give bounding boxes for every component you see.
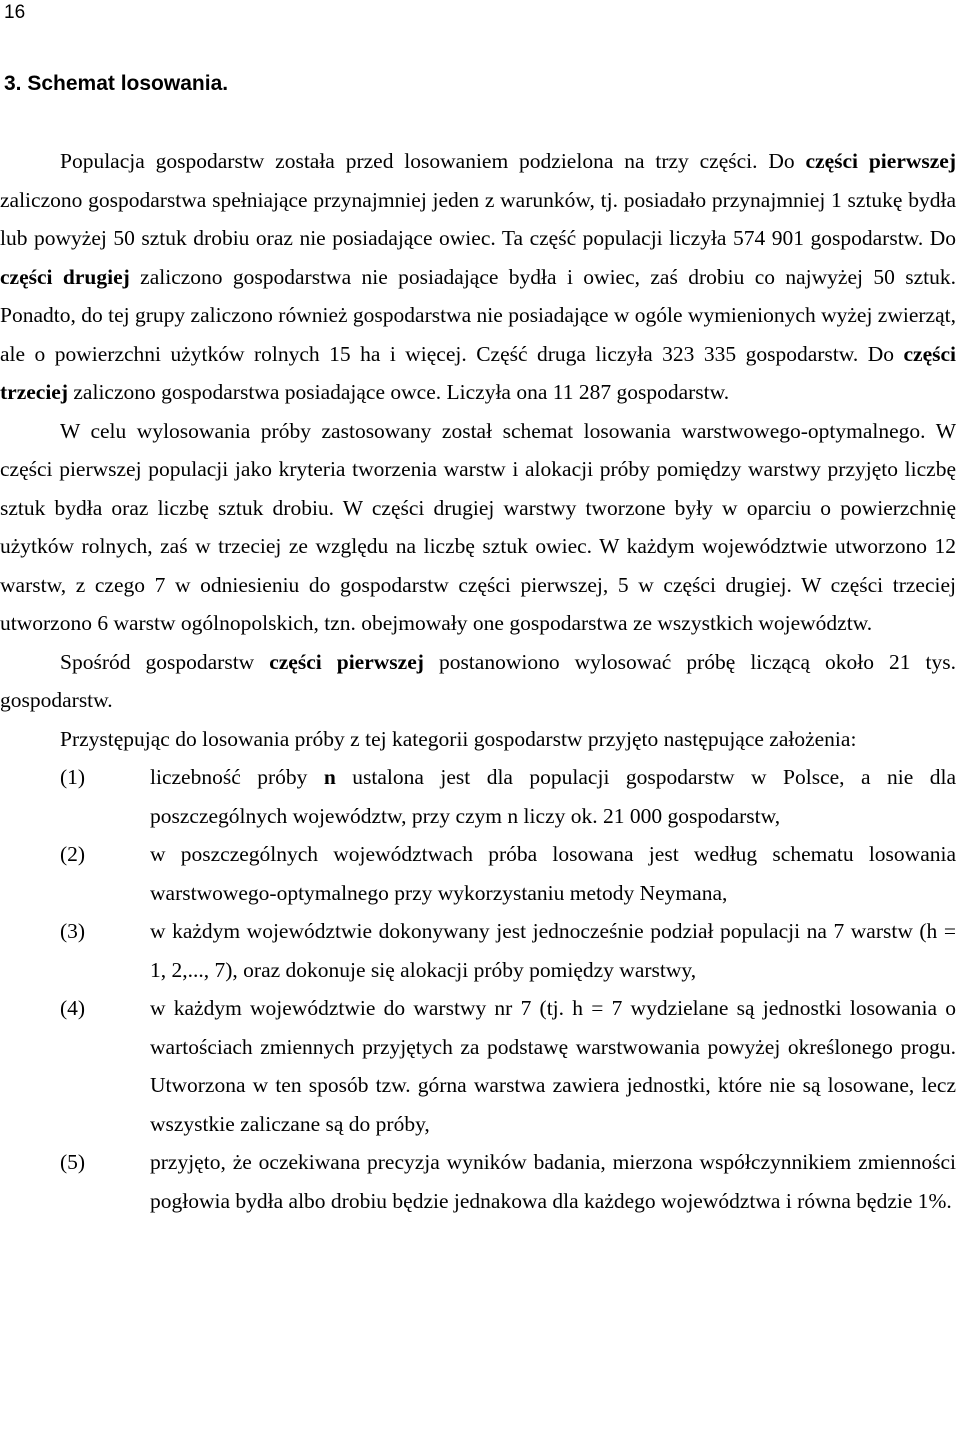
- text-run: zaliczono gospodarstwa spełniające przynajmniej jeden z warunków, tj. posiadało przynajmniej 1 sztukę bydła lub powyżej 50 sztuk drobiu oraz nie posiadające owiec. Ta część populacji liczyła 574 901 gospodarstw. Do: [0, 187, 956, 250]
- emphasis-part-one: części pierwszej: [805, 149, 956, 173]
- item-number: (1): [60, 765, 86, 789]
- text-run: Spośród gospodarstw: [60, 649, 270, 674]
- text-run: postanowiono wylosować próbę liczącą około 21 tys. gospodarstw.: [0, 649, 956, 712]
- item-number: (5): [60, 1150, 86, 1174]
- text-run: w każdym województwie dokonywany jest jednocześnie podział populacji na 7 warstw (h = 1, 2,..., 7), oraz dokonuje się alokacji próby pomiędzy warstwy,: [150, 919, 956, 982]
- assumption-item: [0, 989, 956, 1143]
- text-run: zaliczono gospodarstwa nie posiadające bydła i owiec, zaś drobiu co najwyżej 50 sztuk. Ponadto, do tej grupy zaliczono również gospodarstwa nie posiadające w ogóle wymienionych wyżej zwierząt, ale o powierzchni użytków rolnych 15 ha i więcej. Część druga liczyła 323 335 gospodarstw. Do: [0, 264, 956, 366]
- assumption-item: [0, 1143, 956, 1220]
- page-number: 16: [4, 2, 26, 23]
- item-number: (4): [60, 996, 86, 1020]
- paragraph-population-parts: [0, 142, 956, 412]
- text-run: przyjęto, że oczekiwana precyzja wyników badania, mierzona współczynnikiem zmienności pogłowia bydła albo drobiu będzie jednakowa dla każdego województwa i równa będzie 1%.: [150, 1150, 956, 1213]
- document-body: [0, 142, 956, 1220]
- assumption-item: [0, 912, 956, 989]
- paragraph-assumptions-intro: Przystępując do losowania próby z tej kategorii gospodarstw przyjęto następujące założenia:: [60, 726, 857, 751]
- emphasis-n: n: [323, 765, 336, 789]
- item-number: (3): [60, 919, 86, 943]
- text-run: zaliczono gospodarstwa posiadające owce. Liczyła ona 11 287 gospodarstw.: [68, 380, 730, 404]
- text-run: w każdym województwie do warstwy nr 7 (tj. h = 7 wydzielane są jednostki losowania o wartościach zmiennych przyjętych za podstawę warstwowania powyżej określonego progu. Utworzona w ten sposób tzw. górna warstwa zawiera jednostki, które nie są losowane, lecz wszystkie zaliczane są do próby,: [150, 996, 956, 1136]
- text-run: ustalona jest dla populacji gospodarstw w Polsce, a nie dla poszczególnych województw, przy czym n liczy ok. 21 000 gospodarstw,: [150, 765, 956, 828]
- item-number: (2): [60, 842, 86, 866]
- emphasis-part-one: części pierwszej: [269, 649, 424, 674]
- assumptions-list: [0, 758, 956, 1220]
- text-run: Populacja gospodarstw została przed losowaniem podzielona na trzy części. Do: [60, 149, 806, 173]
- assumption-item: [0, 758, 956, 835]
- paragraph-sample-size: [0, 643, 956, 720]
- text-run: w poszczególnych województwach próba losowana jest według schematu losowania warstwowego-optymalnego przy wykorzystaniu metody Neymana,: [150, 842, 956, 905]
- text-run: liczebność próby: [150, 765, 324, 789]
- section-heading: 3. Schemat losowania.: [4, 72, 229, 95]
- paragraph-sampling-scheme: W celu wylosowania próby zastosowany został schemat losowania warstwowego-optymalnego. W części pierwszej populacji jako kryteria tworzenia warstw i alokacji próby pomiędzy warstwy przyjęto liczbę sztuk bydła oraz liczbę sztuk drobiu. W części drugiej warstwy tworzone były w oparciu o powierzchnię użytków rolnych, zaś w trzeciej ze względu na liczbę sztuk owiec. W każdym województwie utworzono 12 warstw, z czego 7 w odniesieniu do gospodarstw części pierwszej, 5 w części drugiej. W części trzeciej utworzono 6 warstw ogólnopolskich, tzn. obejmowały one gospodarstwa ze wszystkich województw.: [0, 418, 956, 635]
- assumption-item: [0, 835, 956, 912]
- emphasis-part-three: części trzeciej: [0, 341, 956, 404]
- emphasis-part-two: części drugiej: [0, 264, 130, 289]
